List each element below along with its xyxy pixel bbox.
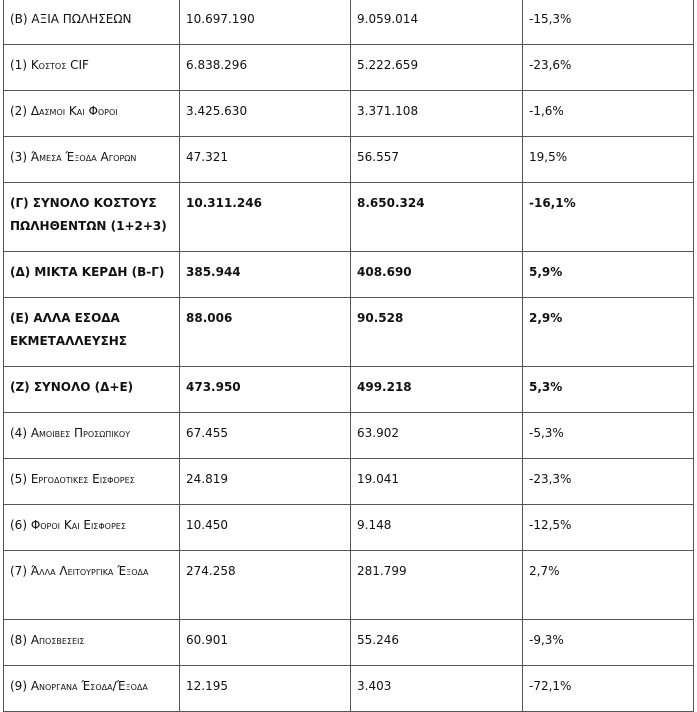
value-year-2: 56.557 bbox=[351, 137, 523, 183]
value-year-2: 9.148 bbox=[351, 505, 523, 551]
row-label: (8) Αποσβεσεις bbox=[4, 620, 180, 666]
value-year-1: 88.006 bbox=[180, 298, 351, 367]
change-percent: -1,6% bbox=[523, 91, 694, 137]
value-year-2: 281.799 bbox=[351, 551, 523, 620]
row-label: (Β) ΑΞΙΑ ΠΩΛΗΣΕΩΝ bbox=[4, 0, 180, 45]
change-percent: -12,5% bbox=[523, 505, 694, 551]
value-year-2: 90.528 bbox=[351, 298, 523, 367]
value-year-2: 3.371.108 bbox=[351, 91, 523, 137]
change-percent: -5,3% bbox=[523, 413, 694, 459]
value-year-1: 12.195 bbox=[180, 666, 351, 712]
value-year-2: 3.403 bbox=[351, 666, 523, 712]
value-year-2: 19.041 bbox=[351, 459, 523, 505]
value-year-1: 3.425.630 bbox=[180, 91, 351, 137]
table-row bbox=[4, 137, 694, 183]
value-year-1: 60.901 bbox=[180, 620, 351, 666]
row-label: (Γ) ΣΥΝΟΛΟ ΚΟΣΤΟΥΣ ΠΩΛΗΘΕΝΤΩΝ (1+2+3) bbox=[4, 183, 180, 252]
table-row bbox=[4, 252, 694, 298]
table-row bbox=[4, 367, 694, 413]
value-year-1: 67.455 bbox=[180, 413, 351, 459]
change-percent: -23,3% bbox=[523, 459, 694, 505]
row-label: (5) Εργοδοτικες Εισφορες bbox=[4, 459, 180, 505]
value-year-2: 63.902 bbox=[351, 413, 523, 459]
change-percent: 2,7% bbox=[523, 551, 694, 620]
table-row bbox=[4, 45, 694, 91]
change-percent: 5,3% bbox=[523, 367, 694, 413]
value-year-2: 5.222.659 bbox=[351, 45, 523, 91]
row-label: (3) Άμεσα Έξοδα Αγορων bbox=[4, 137, 180, 183]
value-year-2: 55.246 bbox=[351, 620, 523, 666]
row-label: (2) Δασμοι Και Φοροι bbox=[4, 91, 180, 137]
row-label: (7) Άλλα Λειτουργικα Έξοδα bbox=[4, 551, 180, 620]
table-row bbox=[4, 551, 694, 620]
change-percent: -23,6% bbox=[523, 45, 694, 91]
row-label: (Δ) ΜΙΚΤΑ ΚΕΡΔΗ (Β-Γ) bbox=[4, 252, 180, 298]
table-row bbox=[4, 666, 694, 712]
change-percent: -9,3% bbox=[523, 620, 694, 666]
row-label: (1) Κοστος CIF bbox=[4, 45, 180, 91]
value-year-2: 8.650.324 bbox=[351, 183, 523, 252]
change-percent: 2,9% bbox=[523, 298, 694, 367]
table-row bbox=[4, 505, 694, 551]
change-percent: -15,3% bbox=[523, 0, 694, 45]
value-year-1: 274.258 bbox=[180, 551, 351, 620]
value-year-1: 385.944 bbox=[180, 252, 351, 298]
change-percent: -72,1% bbox=[523, 666, 694, 712]
table-row bbox=[4, 413, 694, 459]
table-row bbox=[4, 298, 694, 367]
financial-table bbox=[3, 0, 694, 712]
table-row bbox=[4, 459, 694, 505]
row-label: (6) Φοροι Και Εισφορες bbox=[4, 505, 180, 551]
table-row bbox=[4, 91, 694, 137]
value-year-2: 9.059.014 bbox=[351, 0, 523, 45]
table-row bbox=[4, 620, 694, 666]
value-year-2: 499.218 bbox=[351, 367, 523, 413]
table-row bbox=[4, 183, 694, 252]
value-year-1: 24.819 bbox=[180, 459, 351, 505]
value-year-1: 10.697.190 bbox=[180, 0, 351, 45]
value-year-2: 408.690 bbox=[351, 252, 523, 298]
change-percent: 19,5% bbox=[523, 137, 694, 183]
row-label: (Ε) ΑΛΛΑ ΕΣΟΔΑ ΕΚΜΕΤΑΛΛΕΥΣΗΣ bbox=[4, 298, 180, 367]
change-percent: 5,9% bbox=[523, 252, 694, 298]
table-row bbox=[4, 0, 694, 45]
row-label: (4) Αμοιβες Προσωπικου bbox=[4, 413, 180, 459]
value-year-1: 6.838.296 bbox=[180, 45, 351, 91]
value-year-1: 10.311.246 bbox=[180, 183, 351, 252]
row-label: (Ζ) ΣΥΝΟΛΟ (Δ+Ε) bbox=[4, 367, 180, 413]
value-year-1: 473.950 bbox=[180, 367, 351, 413]
change-percent: -16,1% bbox=[523, 183, 694, 252]
value-year-1: 10.450 bbox=[180, 505, 351, 551]
row-label: (9) Ανοργανα Έσοδα/Έξοδα bbox=[4, 666, 180, 712]
value-year-1: 47.321 bbox=[180, 137, 351, 183]
